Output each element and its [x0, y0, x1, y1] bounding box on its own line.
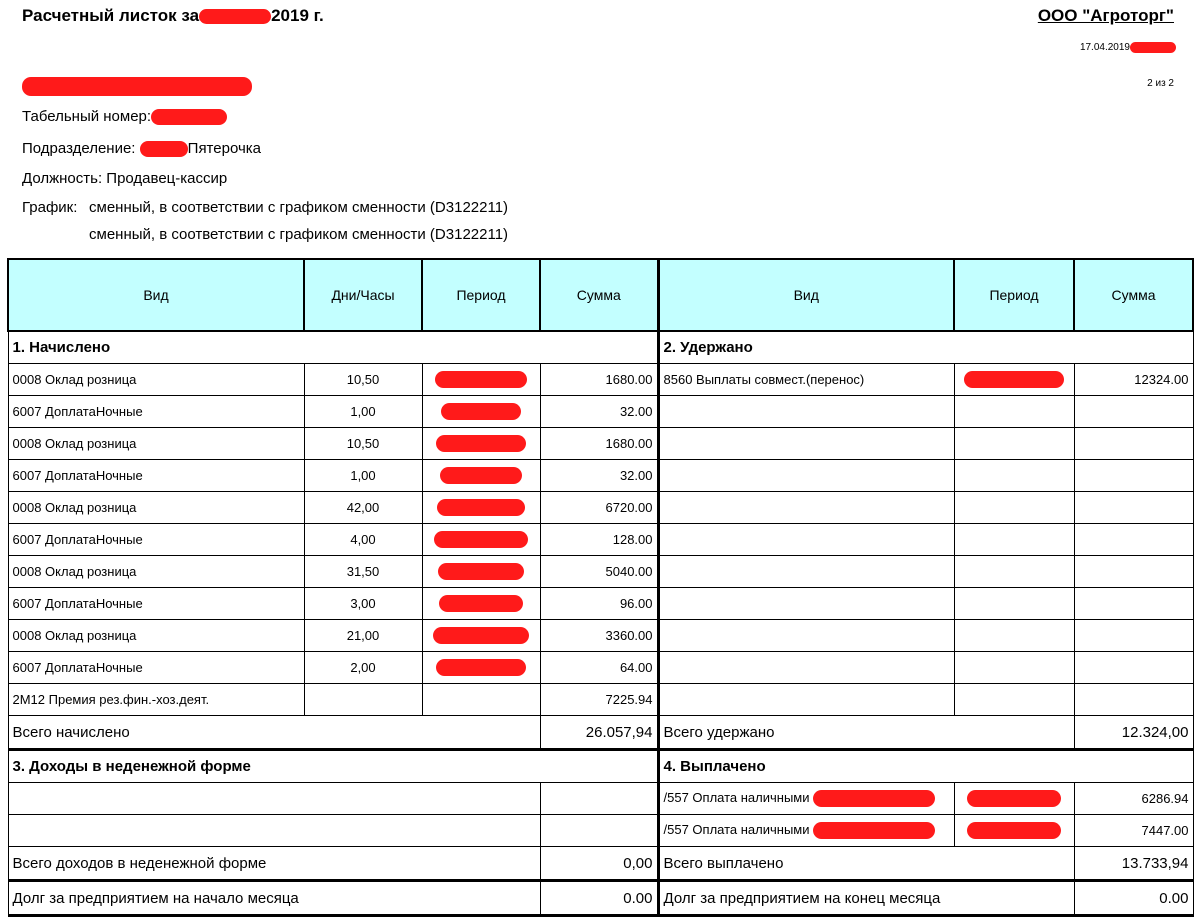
header-type-right: Вид [658, 259, 954, 331]
empty-cell [954, 460, 1074, 492]
accrual-sum: 96.00 [540, 588, 658, 620]
redacted-tab-number [151, 109, 227, 125]
empty-cell [8, 815, 540, 847]
accrual-sum: 5040.00 [540, 556, 658, 588]
accrual-sum: 1680.00 [540, 428, 658, 460]
table-row [8, 684, 1193, 716]
empty-cell [954, 524, 1074, 556]
total-paid-value: 13.733,94 [1074, 847, 1193, 881]
table-row [8, 588, 1193, 620]
accrual-period [422, 684, 540, 716]
accrual-period [422, 556, 540, 588]
empty-cell [954, 556, 1074, 588]
empty-cell [1074, 396, 1193, 428]
redacted-name-block [22, 77, 252, 96]
redacted-period [436, 659, 526, 676]
redacted-period [964, 371, 1064, 388]
schedule-line-1: сменный, в соответствии с графиком сменности (D3122211) [89, 199, 509, 216]
deduction-period [954, 364, 1074, 396]
position-label: Должность: [22, 170, 103, 187]
table-row [8, 492, 1193, 524]
accrual-name: 0008 Оклад розница [8, 492, 304, 524]
empty-cell [540, 815, 658, 847]
payment-period [954, 783, 1074, 815]
deduction-sum: 12324.00 [1074, 364, 1193, 396]
redacted-department-code [140, 141, 188, 157]
empty-cell [1074, 588, 1193, 620]
payment-name [658, 815, 954, 847]
table-row [8, 524, 1193, 556]
table-row [8, 556, 1193, 588]
organization-name: ООО "Агроторг" [1037, 6, 1174, 25]
header-days: Дни/Часы [304, 259, 422, 331]
redacted-period [438, 563, 524, 580]
total-accrued-label: Всего начислено [8, 716, 540, 750]
empty-cell [954, 684, 1074, 716]
empty-cell [658, 556, 954, 588]
table-row [8, 652, 1193, 684]
empty-cell [658, 492, 954, 524]
accrual-days: 1,00 [304, 396, 422, 428]
title-suffix: 2019 г. [271, 6, 324, 25]
totals-row [8, 847, 1193, 881]
position-line [22, 170, 227, 187]
payslip-table [7, 258, 1194, 917]
header-period-right: Период [954, 259, 1074, 331]
accrual-sum: 32.00 [540, 396, 658, 428]
header-sum-left: Сумма [540, 259, 658, 331]
accrual-name: 6007 ДоплатаНочные [8, 460, 304, 492]
accrual-days: 1,00 [304, 460, 422, 492]
empty-cell [658, 588, 954, 620]
accrual-sum: 128.00 [540, 524, 658, 556]
department-value: Пятерочка [187, 140, 262, 157]
empty-cell [658, 620, 954, 652]
accrual-name: 2М12 Премия рез.фин.-хоз.деят. [8, 684, 304, 716]
redacted-period [436, 435, 526, 452]
redacted-period [434, 531, 528, 548]
debt-start-value: 0.00 [540, 881, 658, 916]
debt-start-label: Долг за предприятием на начало месяца [8, 881, 540, 916]
total-withheld-label: Всего удержано [658, 716, 1074, 750]
page-number: 2 из 2 [1147, 78, 1174, 89]
accrual-name: 6007 ДоплатаНочные [8, 652, 304, 684]
accrual-period [422, 588, 540, 620]
empty-cell [1074, 428, 1193, 460]
payment-name-text: /557 Оплата наличными [663, 789, 810, 805]
accrual-name: 0008 Оклад розница [8, 556, 304, 588]
empty-cell [1074, 620, 1193, 652]
accrual-period [422, 428, 540, 460]
empty-cell [1074, 492, 1193, 524]
empty-cell [1074, 556, 1193, 588]
accrual-days: 2,00 [304, 652, 422, 684]
redacted-period [967, 790, 1061, 807]
deduction-name: 8560 Выплаты совмест.(перенос) [658, 364, 954, 396]
accrual-period [422, 396, 540, 428]
print-date [1080, 42, 1176, 53]
accrual-sum: 6720.00 [540, 492, 658, 524]
payment-name [658, 783, 954, 815]
empty-cell [658, 524, 954, 556]
payment-sum: 6286.94 [1074, 783, 1193, 815]
redacted-payment-detail [813, 822, 935, 839]
redacted-period [437, 499, 525, 516]
redacted-period [441, 403, 521, 420]
redacted-period [967, 822, 1061, 839]
empty-cell [954, 492, 1074, 524]
redacted-period [433, 627, 529, 644]
table-row [8, 620, 1193, 652]
accrual-days: 4,00 [304, 524, 422, 556]
total-nonmonetary-label: Всего доходов в неденежной форме [8, 847, 540, 881]
empty-cell [658, 396, 954, 428]
total-accrued-value: 26.057,94 [540, 716, 658, 750]
empty-cell [954, 652, 1074, 684]
redacted-employee-name [22, 77, 252, 96]
section-accrued-title: 1. Начислено [8, 331, 658, 364]
empty-cell [1074, 460, 1193, 492]
section-nonmonetary-title: 3. Доходы в неденежной форме [8, 750, 658, 783]
accrual-name: 0008 Оклад розница [8, 364, 304, 396]
redacted-payment-detail [813, 790, 935, 807]
accrual-period [422, 524, 540, 556]
debt-end-label: Долг за предприятием на конец месяца [658, 881, 1074, 916]
accrual-days: 31,50 [304, 556, 422, 588]
accrual-sum: 64.00 [540, 652, 658, 684]
section-withheld-title: 2. Удержано [658, 331, 1193, 364]
debt-row [8, 881, 1193, 916]
position-value: Продавец-кассир [106, 170, 228, 187]
schedule-label: График: [22, 199, 78, 216]
accrual-days: 42,00 [304, 492, 422, 524]
table-row [8, 460, 1193, 492]
print-date-value: 17.04.2019 [1079, 42, 1130, 54]
accrual-days: 10,50 [304, 428, 422, 460]
tab-number-line [22, 108, 227, 125]
accrual-period [422, 652, 540, 684]
accrual-days: 21,00 [304, 620, 422, 652]
payment-period [954, 815, 1074, 847]
accrual-name: 6007 ДоплатаНочные [8, 588, 304, 620]
empty-cell [540, 783, 658, 815]
tab-number-label: Табельный номер: [22, 108, 152, 125]
debt-end-value: 0.00 [1074, 881, 1193, 916]
section-paid-title: 4. Выплачено [658, 750, 1193, 783]
payment-name-text: /557 Оплата наличными [663, 821, 810, 837]
empty-cell [8, 783, 540, 815]
accrual-sum: 7225.94 [540, 684, 658, 716]
accrual-period [422, 620, 540, 652]
empty-cell [658, 652, 954, 684]
table-row [8, 364, 1193, 396]
empty-cell [954, 428, 1074, 460]
empty-cell [954, 620, 1074, 652]
empty-cell [658, 684, 954, 716]
table-row [8, 396, 1193, 428]
accrual-name: 6007 ДоплатаНочные [8, 396, 304, 428]
redacted-period [439, 595, 523, 612]
empty-cell [1074, 652, 1193, 684]
empty-cell [1074, 524, 1193, 556]
accrual-sum: 1680.00 [540, 364, 658, 396]
department-label: Подразделение: [22, 140, 136, 157]
department-line [22, 140, 261, 157]
accrual-days: 3,00 [304, 588, 422, 620]
accrual-name: 6007 ДоплатаНочные [8, 524, 304, 556]
redacted-period [440, 467, 522, 484]
total-withheld-value: 12.324,00 [1074, 716, 1193, 750]
total-nonmonetary-value: 0,00 [540, 847, 658, 881]
accrual-name: 0008 Оклад розница [8, 620, 304, 652]
total-paid-label: Всего выплачено [658, 847, 1074, 881]
accrual-name: 0008 Оклад розница [8, 428, 304, 460]
accrual-days [304, 684, 422, 716]
empty-cell [954, 396, 1074, 428]
accrual-period [422, 492, 540, 524]
accrual-sum: 3360.00 [540, 620, 658, 652]
accrual-period [422, 460, 540, 492]
accrual-period [422, 364, 540, 396]
table-row [8, 783, 1193, 815]
totals-row [8, 716, 1193, 750]
accrual-sum: 32.00 [540, 460, 658, 492]
schedule-line-2: сменный, в соответствии с графиком сменности (D3122211) [89, 226, 509, 243]
header-period-left: Период [422, 259, 540, 331]
header-type-left: Вид [8, 259, 304, 331]
header-sum-right: Сумма [1074, 259, 1193, 331]
empty-cell [658, 428, 954, 460]
redacted-time [1130, 42, 1176, 53]
title-prefix: Расчетный листок за [22, 6, 200, 25]
accrual-days: 10,50 [304, 364, 422, 396]
table-row [8, 428, 1193, 460]
empty-cell [954, 588, 1074, 620]
redacted-month [199, 9, 271, 24]
empty-cell [1074, 684, 1193, 716]
payment-sum: 7447.00 [1074, 815, 1193, 847]
payslip-title [22, 6, 324, 26]
table-row [8, 815, 1193, 847]
empty-cell [658, 460, 954, 492]
redacted-period [435, 371, 527, 388]
